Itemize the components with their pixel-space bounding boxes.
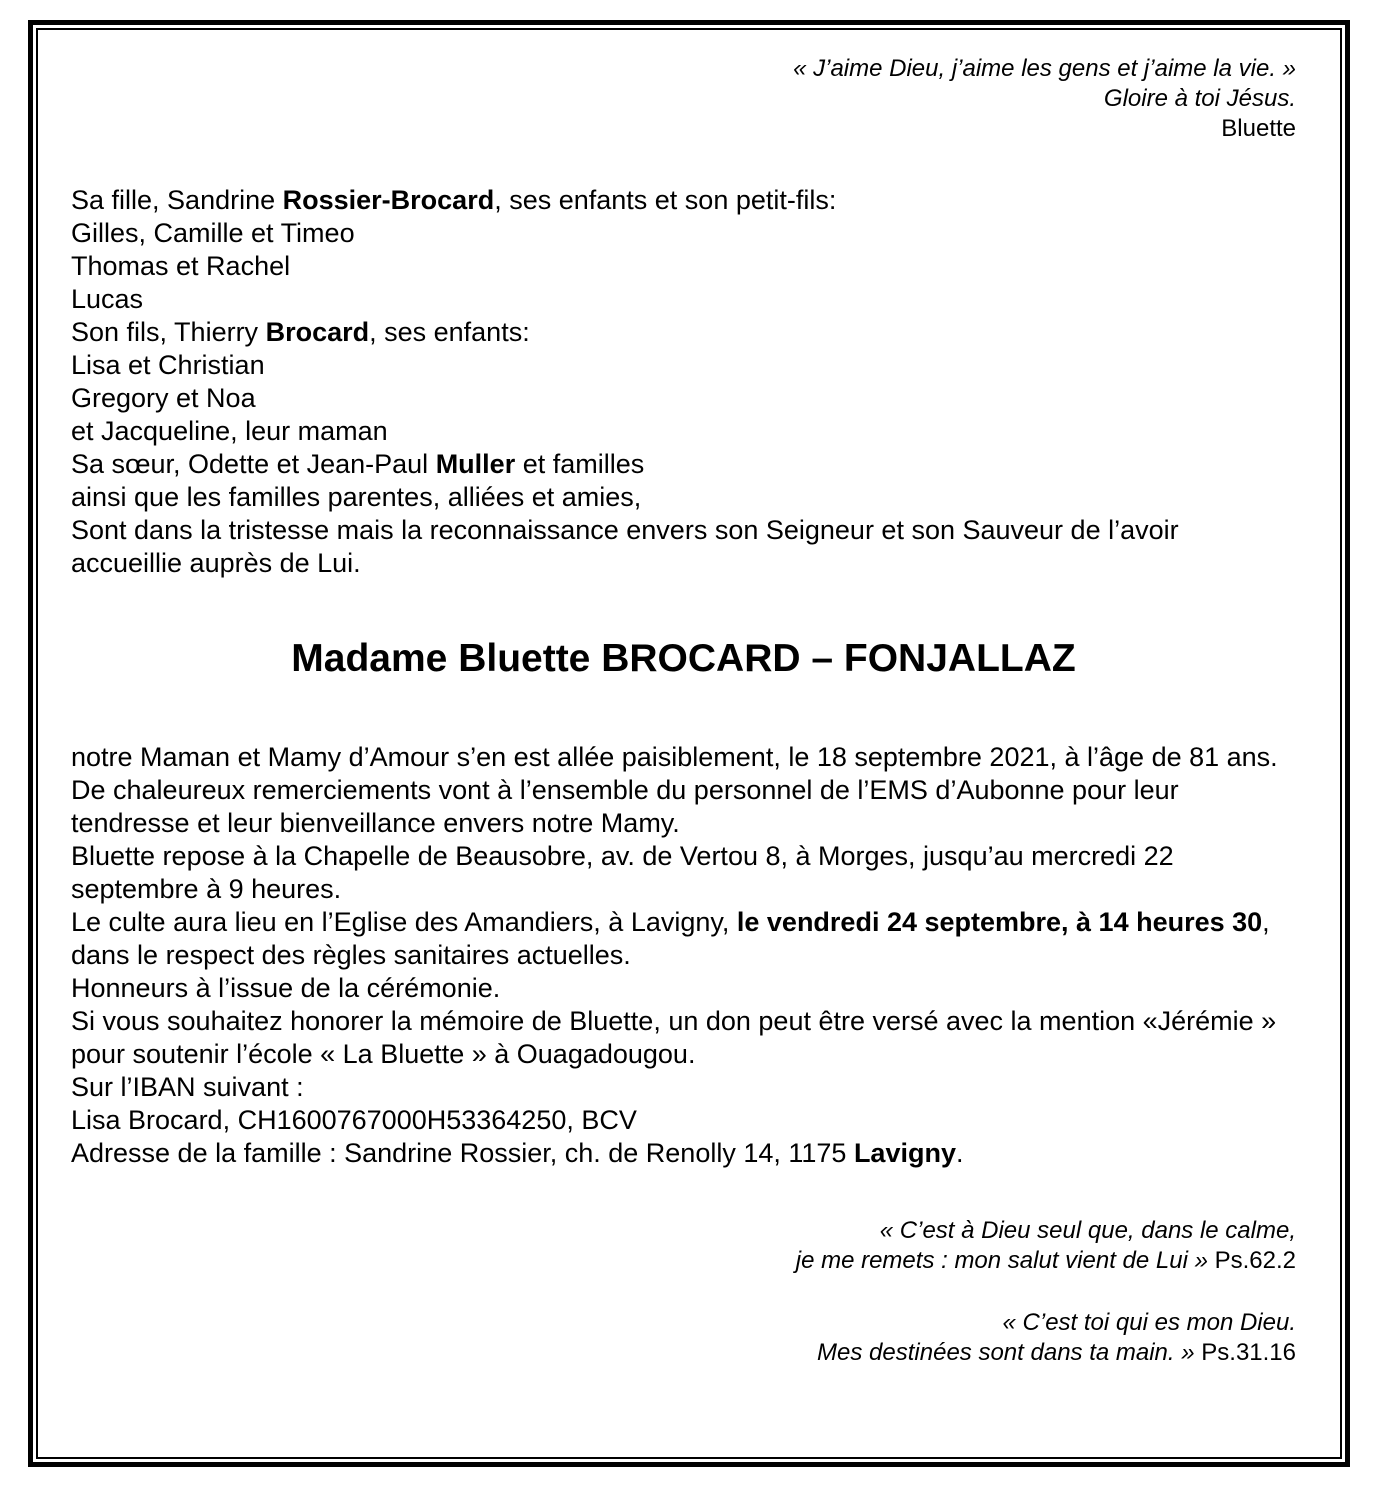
text-line (71, 184, 1296, 217)
text-segment: Sa sœur, Odette et Jean-Paul (71, 449, 436, 479)
text-line (71, 349, 1296, 382)
text-line (71, 114, 1296, 144)
text-segment: Thomas et Rachel (71, 251, 291, 281)
text-segment: Lucas (71, 284, 144, 314)
bold-text: Rossier-Brocard (282, 185, 495, 215)
italic-text: « C’est toi qui es mon Dieu. (1002, 1309, 1296, 1336)
italic-text: je me remets : mon salut vient de Lui » (795, 1247, 1208, 1274)
text-segment: et Jacqueline, leur maman (71, 416, 388, 446)
text-line (71, 217, 1296, 250)
bold-text: Muller (435, 449, 516, 479)
text-line (71, 1308, 1296, 1338)
text-line (71, 1137, 1296, 1170)
text-line (71, 906, 1296, 972)
text-segment: Adresse de la famille : Sandrine Rossier, ch. de Renolly 14, 1175 (71, 1138, 854, 1168)
text-segment: Gilles, Camille et Timeo (71, 218, 355, 248)
closing-quote-ps62 (71, 1216, 1296, 1276)
text-segment: De chaleureux remerciements vont à l’ensemble du personnel de l’EMS d’Aubonne pour leur tendresse et leur bienveillance envers notre Mamy. (71, 775, 1179, 838)
bold-text: Lavigny (853, 1138, 956, 1168)
text-line (71, 283, 1296, 316)
text-segment: Le culte aura lieu en l’Eglise des Amandiers, à Lavigny, (71, 907, 737, 937)
text-segment: Bluette repose à la Chapelle de Beausobre, av. de Vertou 8, à Morges, jusqu’au mercredi 22 septembre à 9 heures. (71, 841, 1174, 904)
text-segment: Sont dans la tristesse mais la reconnaissance envers son Seigneur et son Sauveur de l’avoir accueillie auprès de Lui. (71, 515, 1179, 578)
text-segment: Sur l’IBAN suivant : (71, 1072, 304, 1102)
text-line (71, 481, 1296, 514)
text-line (71, 84, 1296, 114)
text-segment: Ps.62.2 (1207, 1247, 1296, 1274)
text-line (71, 1246, 1296, 1276)
text-line (71, 382, 1296, 415)
italic-text: « C’est à Dieu seul que, dans le calme, (879, 1217, 1296, 1244)
family-list (71, 184, 1296, 580)
text-segment: Son fils, Thierry (71, 317, 266, 347)
text-segment: Honneurs à l’issue de la cérémonie. (71, 973, 501, 1003)
text-segment: Lisa Brocard, CH1600767000H53364250, BCV (71, 1105, 637, 1135)
bold-text: Brocard (265, 317, 370, 347)
text-segment: Gregory et Noa (71, 383, 256, 413)
text-line (71, 741, 1296, 774)
text-segment: . (955, 1138, 964, 1168)
text-line (71, 54, 1296, 84)
announcement-text (71, 741, 1296, 1170)
text-segment: , dans le respect des règles sanitaires actuelles. (71, 907, 1270, 970)
text-segment: Sa fille, Sandrine (71, 185, 283, 215)
text-line (71, 514, 1296, 580)
text-line (71, 250, 1296, 283)
text-segment: Lisa et Christian (71, 350, 265, 380)
text-line (71, 1005, 1296, 1071)
text-line (71, 316, 1296, 349)
bold-text: le vendredi 24 septembre, à 14 heures 30 (736, 907, 1263, 937)
text-line (71, 774, 1296, 840)
text-segment: , ses enfants: (369, 317, 530, 347)
text-segment: ainsi que les familles parentes, alliées et amies, (71, 482, 642, 512)
text-line (71, 1104, 1296, 1137)
text-line (71, 840, 1296, 906)
text-segment: Bluette (1221, 115, 1296, 142)
text-line (71, 1338, 1296, 1368)
text-line (71, 972, 1296, 1005)
italic-text: « J’aime Dieu, j’aime les gens et j’aime la vie. » (793, 55, 1296, 82)
text-line (71, 1071, 1296, 1104)
closing-quote-ps31 (71, 1308, 1296, 1368)
deceased-name-title: Madame Bluette BROCARD – FONJALLAZ (291, 637, 1076, 680)
text-segment: notre Maman et Mamy d’Amour s’en est allée paisiblement, le 18 septembre 2021, à l’âge de 81 ans. (71, 742, 1278, 772)
italic-text: Gloire à toi Jésus. (1103, 85, 1296, 112)
text-segment: , ses enfants et son petit-fils: (494, 185, 837, 215)
text-segment: Ps.31.16 (1194, 1339, 1296, 1366)
text-line (71, 448, 1296, 481)
text-line (71, 415, 1296, 448)
page-border-inner (36, 28, 1342, 1459)
opening-quote (71, 54, 1296, 144)
page-border-frame (28, 20, 1350, 1467)
italic-text: Mes destinées sont dans ta main. » (817, 1339, 1195, 1366)
text-segment: et familles (515, 449, 645, 479)
text-line (71, 1216, 1296, 1246)
text-segment: Si vous souhaitez honorer la mémoire de Bluette, un don peut être versé avec la mention «Jérémie » pour soutenir l’école « La Bluette » à Ouagadougou. (71, 1006, 1277, 1069)
